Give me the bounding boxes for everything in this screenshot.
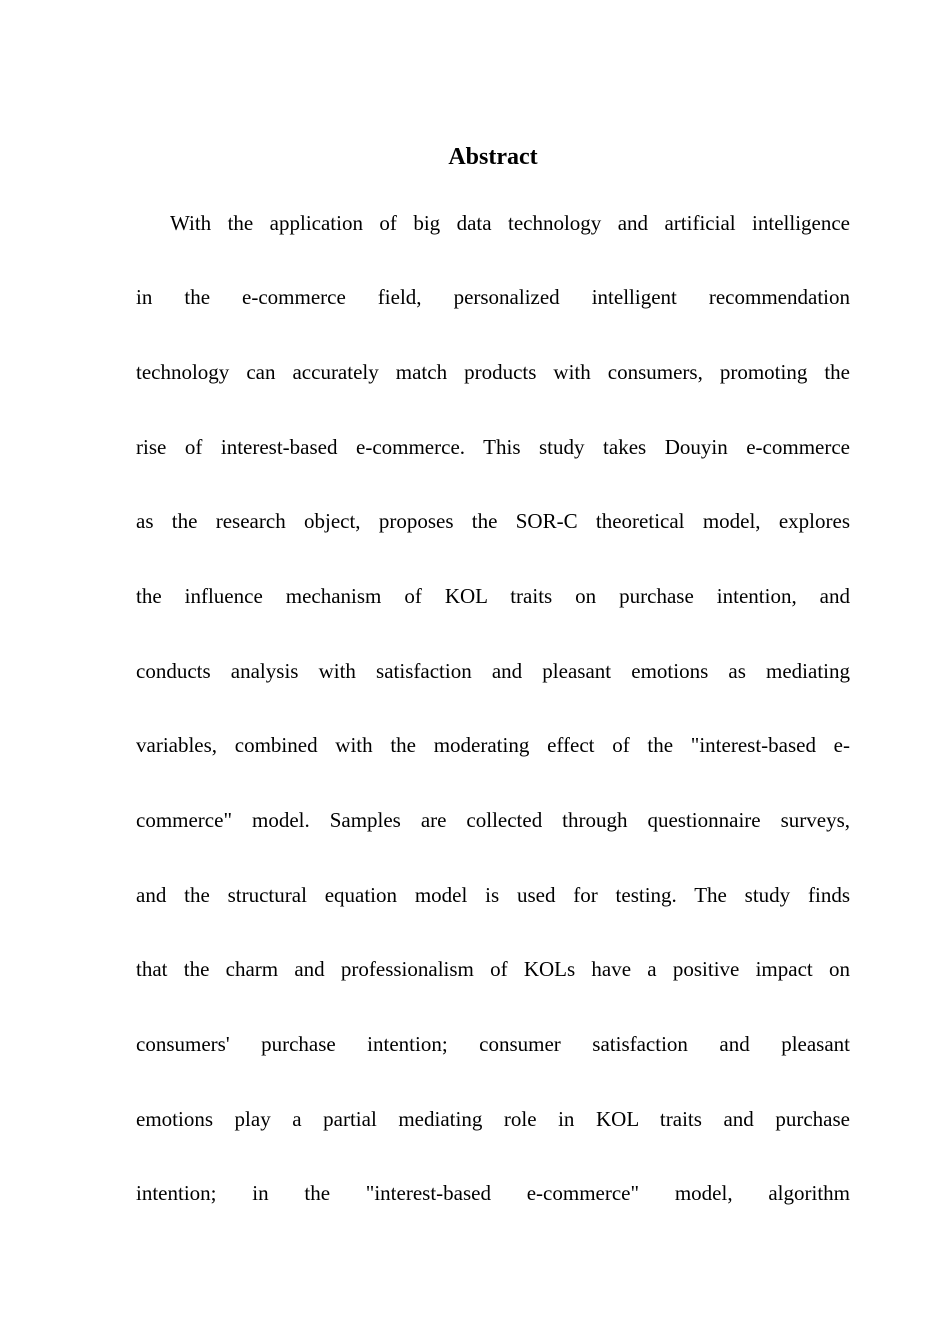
abstract-line: emotions play a partial mediating role in KOL traits and purchase [136, 1107, 850, 1131]
abstract-line: commerce" model. Samples are collected through questionnaire surveys, [136, 808, 850, 832]
abstract-line: conducts analysis with satisfaction and pleasant emotions as mediating [136, 659, 850, 683]
abstract-title: Abstract [448, 144, 538, 170]
abstract-line: intention; in the "interest-based e-commerce" model, algorithm [136, 1181, 850, 1205]
abstract-line: that the charm and professionalism of KOLs have a positive impact on [136, 957, 850, 981]
abstract-line: consumers' purchase intention; consumer satisfaction and pleasant [136, 1032, 850, 1056]
abstract-line: variables, combined with the moderating effect of the "interest-based e- [136, 733, 850, 757]
abstract-line: and the structural equation model is used for testing. The study finds [136, 883, 850, 907]
abstract-line: as the research object, proposes the SOR-C theoretical model, explores [136, 509, 850, 533]
abstract-line: in the e-commerce field, personalized intelligent recommendation [136, 285, 850, 309]
abstract-line: technology can accurately match products with consumers, promoting the [136, 360, 850, 384]
abstract-line: the influence mechanism of KOL traits on purchase intention, and [136, 584, 850, 608]
abstract-line: With the application of big data technology and artificial intelligence [170, 211, 850, 235]
abstract-line: rise of interest-based e-commerce. This study takes Douyin e-commerce [136, 435, 850, 459]
